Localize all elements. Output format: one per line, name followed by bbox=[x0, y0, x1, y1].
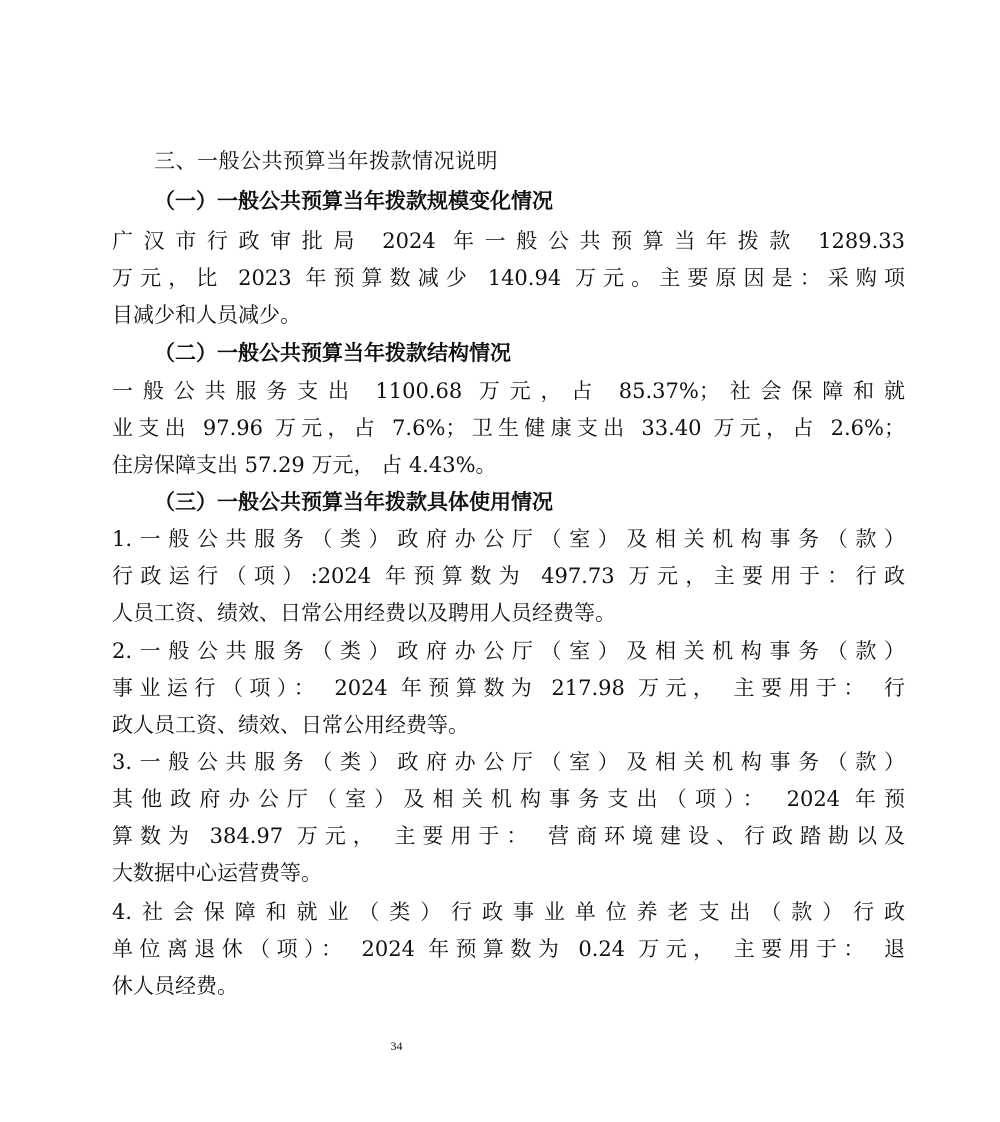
page-number: 34 bbox=[390, 1039, 403, 1053]
paragraph-line: 4.社会保障和就业（类）行政事业单位养老支出（款）行政 bbox=[112, 900, 905, 924]
paragraph-line: 1.一般公共服务（类）政府办公厅（室）及相关机构事务（款） bbox=[112, 527, 905, 551]
paragraph-line: 其他政府办公厅（室）及相关机构事务支出（项）： 2024 年预 bbox=[112, 787, 905, 811]
paragraph-line: 政人员工资、绩效、日常公用经费等。 bbox=[112, 713, 469, 737]
paragraph-line: 大数据中心运营费等。 bbox=[112, 861, 322, 885]
subsection-title-usage: （三）一般公共预算当年拨款具体使用情况 bbox=[154, 489, 553, 514]
section-heading: 三、一般公共预算当年拨款情况说明 bbox=[154, 149, 498, 173]
subsection-title-scale: （一）一般公共预算当年拨款规模变化情况 bbox=[154, 188, 553, 213]
paragraph-line: 万元，比 2023 年预算数减少 140.94 万元。主要原因是：采购项 bbox=[112, 266, 905, 290]
paragraph-line: 休人员经费。 bbox=[112, 974, 238, 998]
paragraph-line: 人员工资、绩效、日常公用经费以及聘用人员经费等。 bbox=[112, 601, 616, 625]
paragraph-line: 行政运行（项）:2024 年预算数为 497.73 万元，主要用于：行政 bbox=[112, 564, 905, 588]
paragraph-line: 3.一般公共服务（类）政府办公厅（室）及相关机构事务（款） bbox=[112, 750, 905, 774]
paragraph-line: 事业运行（项）： 2024 年预算数为 217.98 万元， 主要用于： 行 bbox=[112, 676, 905, 700]
paragraph-line: 一般公共服务支出 1100.68 万元，占 85.37%；社会保障和就 bbox=[112, 379, 905, 403]
paragraph-line: 2.一般公共服务（类）政府办公厅（室）及相关机构事务（款） bbox=[112, 639, 905, 663]
subsection-title-structure: （二）一般公共预算当年拨款结构情况 bbox=[154, 340, 511, 365]
paragraph-line: 广汉市行政审批局 2024 年一般公共预算当年拨款 1289.33 bbox=[112, 229, 905, 253]
paragraph-line: 业支出 97.96 万元，占 7.6%；卫生健康支出 33.40 万元，占 2.6%； bbox=[112, 416, 905, 440]
paragraph-line: 单位离退休（项）： 2024 年预算数为 0.24 万元， 主要用于： 退 bbox=[112, 937, 905, 961]
paragraph-line: 目减少和人员减少。 bbox=[112, 303, 301, 327]
paragraph-line: 住房保障支出 57.29 万元， 占 4.43%。 bbox=[112, 453, 497, 477]
paragraph-line: 算数为 384.97 万元， 主要用于： 营商环境建设、行政踏勘以及 bbox=[112, 824, 905, 848]
